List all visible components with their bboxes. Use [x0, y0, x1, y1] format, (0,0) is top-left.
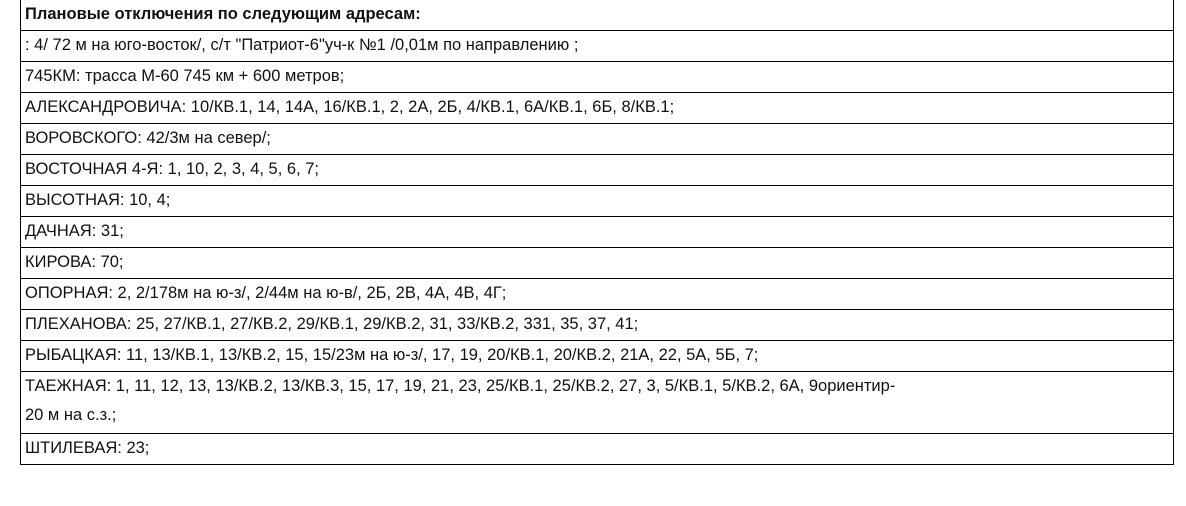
table-row-taezhnaya: [21, 371, 1173, 433]
outage-address-table: [20, 0, 1174, 465]
table-row: ВЫСОТНАЯ: 10, 4;: [21, 185, 1173, 216]
table-row-line: ТАЕЖНАЯ: 1, 11, 12, 13, 13/КВ.2, 13/КВ.3, 15, 17, 19, 21, 23, 25/КВ.1, 25/КВ.2, 27, 3, 5/КВ.1, 5/КВ.2, 6А, 9ориентир-: [25, 377, 896, 395]
table-row: ПЛЕХАНОВА: 25, 27/КВ.1, 27/КВ.2, 29/КВ.1, 29/КВ.2, 31, 33/КВ.2, 331, 35, 37, 41;: [21, 309, 1173, 340]
table-row: 745КМ: трасса М-60 745 км + 600 метров;: [21, 61, 1173, 92]
table-title: Плановые отключения по следующим адресам:: [25, 5, 421, 23]
table-row: ВОСТОЧНАЯ 4-Я: 1, 10, 2, 3, 4, 5, 6, 7;: [21, 154, 1173, 185]
table-row-line: 20 м на с.з.;: [25, 406, 117, 424]
table-row: РЫБАЦКАЯ: 11, 13/КВ.1, 13/КВ.2, 15, 15/23м на ю-з/, 17, 19, 20/КВ.1, 20/КВ.2, 21А, 22, 5А, 5Б, 7;: [21, 340, 1173, 371]
table-row: АЛЕКСАНДРОВИЧА: 10/КВ.1, 14, 14А, 16/КВ.1, 2, 2А, 2Б, 4/КВ.1, 6А/КВ.1, 6Б, 8/КВ.1;: [21, 92, 1173, 123]
table-row: КИРОВА: 70;: [21, 247, 1173, 278]
table-row: ШТИЛЕВАЯ: 23;: [21, 433, 1173, 464]
table-row: ВОРОВСКОГО: 42/3м на север/;: [21, 123, 1173, 154]
table-row: ДАЧНАЯ: 31;: [21, 216, 1173, 247]
table-row: : 4/ 72 м на юго-восток/, с/т "Патриот-6"уч-к №1 /0,01м по направлению ;: [21, 30, 1173, 61]
table-row: ОПОРНАЯ: 2, 2/178м на ю-з/, 2/44м на ю-в/, 2Б, 2В, 4А, 4В, 4Г;: [21, 278, 1173, 309]
